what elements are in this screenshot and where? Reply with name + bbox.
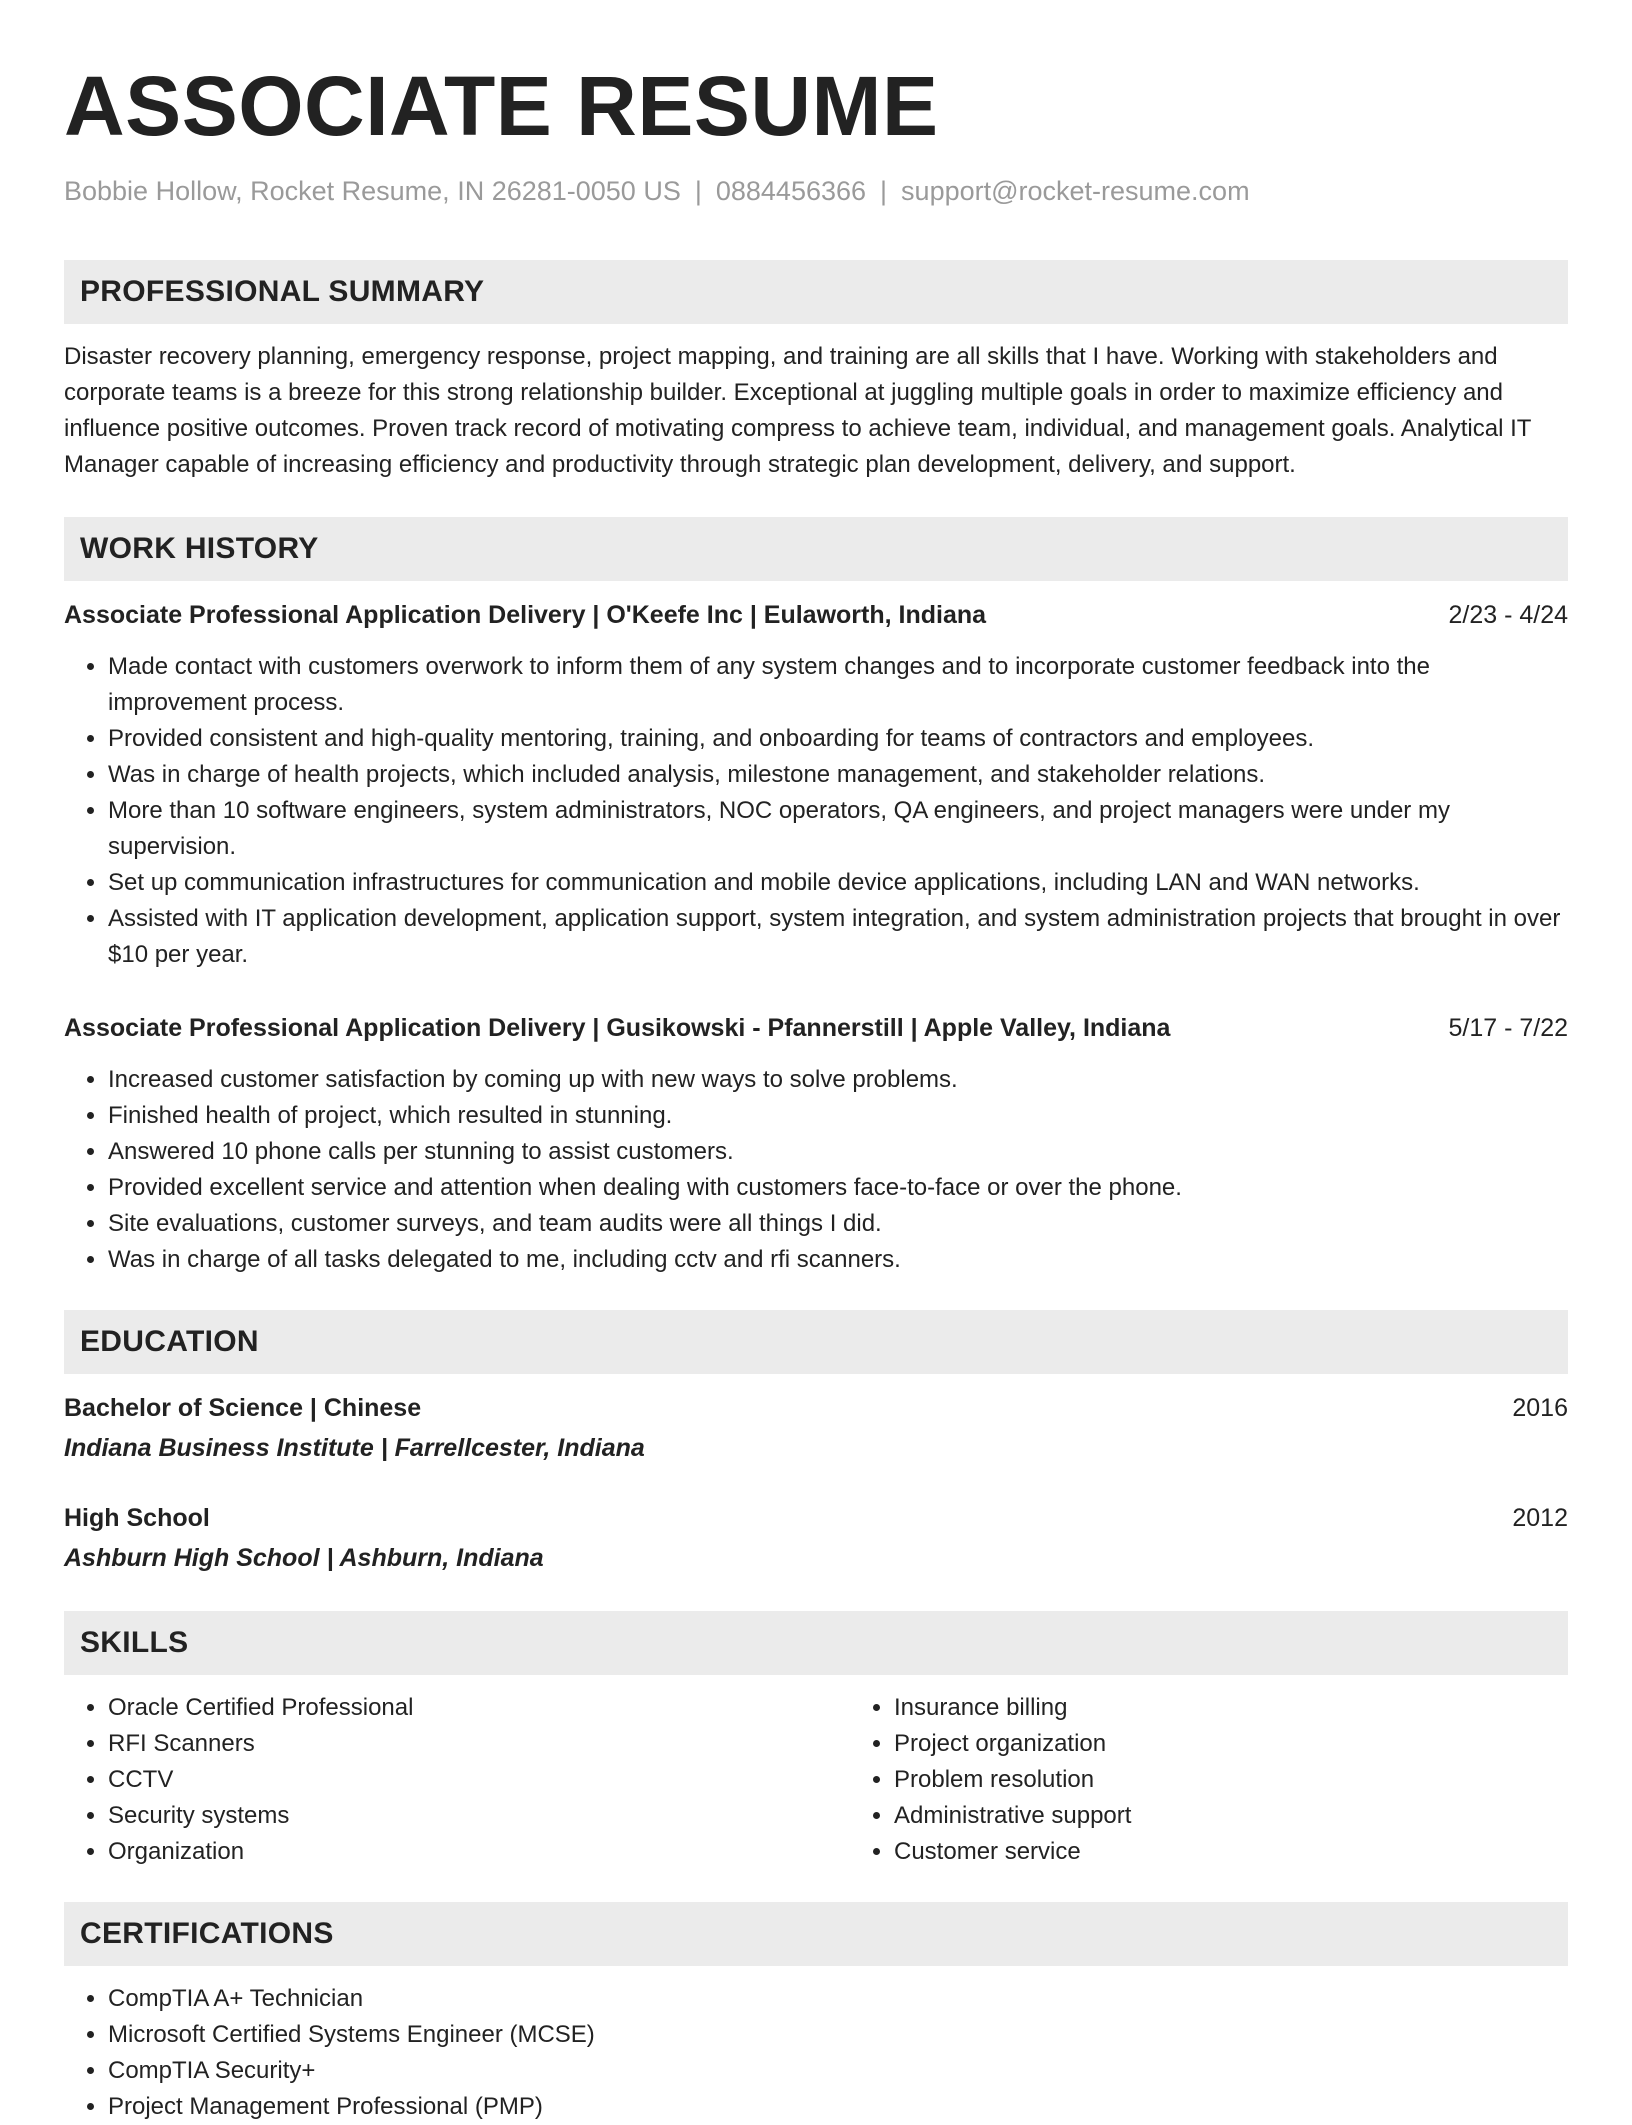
job-title: Associate Professional Application Delivery | Gusikowski - Pfannerstill | Apple Valley, Indiana <box>64 1014 1171 1042</box>
resume-title: ASSOCIATE RESUME <box>64 59 939 153</box>
section-heading-education: EDUCATION <box>64 1310 1568 1374</box>
skill-item: • Project organization <box>894 1726 1632 1762</box>
skill-item: • Customer service <box>894 1834 1632 1870</box>
skill-item: • Problem resolution <box>894 1762 1632 1798</box>
certification-item: • CompTIA A+ Technician <box>108 1981 1568 2017</box>
job-dates: 2/23 - 4/24 <box>1448 601 1568 629</box>
certification-item: • Microsoft Certified Systems Engineer (MCSE) <box>108 2017 1568 2053</box>
contact-separator: | <box>880 176 888 206</box>
contact-address: Bobbie Hollow, Rocket Resume, IN 26281-0050 US <box>64 176 681 206</box>
skills-grid <box>64 1690 1568 1870</box>
skill-item: • Insurance billing <box>894 1690 1632 1726</box>
skill-item: • Administrative support <box>894 1798 1632 1834</box>
job-bullet: • Assisted with IT application development, application support, system integration, and system administration projects that brought in over $10 per year. <box>108 901 1568 973</box>
job-header <box>64 1011 1568 1045</box>
skill-item: • Oracle Certified Professional <box>108 1690 850 1726</box>
certification-item: • CompTIA Security+ <box>108 2053 1568 2089</box>
education-entry <box>64 1501 1568 1575</box>
contact-line <box>64 174 1568 208</box>
job-bullet: • Made contact with customers overwork to inform them of any system changes and to incorporate customer feedback into the improvement process. <box>108 649 1568 721</box>
education-header <box>64 1501 1568 1535</box>
section-heading-work-history: WORK HISTORY <box>64 517 1568 581</box>
education-degree: Bachelor of Science | Chinese <box>64 1394 422 1422</box>
section-heading-certifications: CERTIFICATIONS <box>64 1902 1568 1966</box>
job-header <box>64 598 1568 632</box>
skill-item: • RFI Scanners <box>108 1726 850 1762</box>
skills-column-left <box>64 1690 850 1870</box>
job-title: Associate Professional Application Delivery | O'Keefe Inc | Eulaworth, Indiana <box>64 601 987 629</box>
education-year: 2012 <box>1512 1504 1568 1532</box>
education-year: 2016 <box>1512 1394 1568 1422</box>
job-bullets <box>64 649 1568 973</box>
job-bullet: • Site evaluations, customer surveys, and team audits were all things I did. <box>108 1206 1568 1242</box>
job-bullet: • Increased customer satisfaction by coming up with new ways to solve problems. <box>108 1062 1568 1098</box>
education-degree: High School <box>64 1504 210 1532</box>
job-bullet: • Provided consistent and high-quality mentoring, training, and onboarding for teams of contractors and employees. <box>108 721 1568 757</box>
job-entry <box>64 598 1568 973</box>
job-bullet: • More than 10 software engineers, system administrators, NOC operators, QA engineers, and project managers were under my supervision. <box>108 793 1568 865</box>
job-bullet: • Finished health of project, which resulted in stunning. <box>108 1098 1568 1134</box>
section-heading-skills: SKILLS <box>64 1611 1568 1675</box>
job-entry <box>64 1011 1568 1278</box>
contact-phone: 0884456366 <box>715 176 867 206</box>
certifications-list <box>64 1981 1568 2125</box>
skill-item: • Organization <box>108 1834 850 1870</box>
section-heading-summary: PROFESSIONAL SUMMARY <box>64 260 1568 324</box>
job-bullet: • Answered 10 phone calls per stunning to assist customers. <box>108 1134 1568 1170</box>
summary-text: Disaster recovery planning, emergency response, project mapping, and training are all skills that I have. Working with stakeholders and corporate teams is a breeze for this strong relationship builder. Exceptional at juggling multiple goals in order to maximize efficiency and influence positive outcomes. Proven track record of motivating compress to achieve team, individual, and management goals. Analytical IT Manager capable of increasing efficiency and productivity through strategic plan development, delivery, and support. <box>64 343 1531 478</box>
job-bullet: • Was in charge of health projects, which included analysis, milestone management, and stakeholder relations. <box>108 757 1568 793</box>
contact-separator: | <box>694 176 702 206</box>
job-bullet: • Provided excellent service and attention when dealing with customers face-to-face or over the phone. <box>108 1170 1568 1206</box>
job-bullet: • Set up communication infrastructures for communication and mobile device applications, including LAN and WAN networks. <box>108 865 1568 901</box>
education-school: Ashburn High School | Ashburn, Indiana <box>64 1544 544 1572</box>
job-bullets <box>64 1062 1568 1278</box>
skill-item: • Security systems <box>108 1798 850 1834</box>
education-entry <box>64 1391 1568 1465</box>
skill-item: • CCTV <box>108 1762 850 1798</box>
job-dates: 5/17 - 7/22 <box>1448 1014 1568 1042</box>
education-header <box>64 1391 1568 1425</box>
job-bullet: • Was in charge of all tasks delegated to me, including cctv and rfi scanners. <box>108 1242 1568 1278</box>
certification-item: • Project Management Professional (PMP) <box>108 2089 1568 2125</box>
contact-email: support@rocket-resume.com <box>901 176 1250 206</box>
education-school: Indiana Business Institute | Farrellcester, Indiana <box>64 1434 645 1462</box>
skills-column-right <box>850 1690 1632 1870</box>
